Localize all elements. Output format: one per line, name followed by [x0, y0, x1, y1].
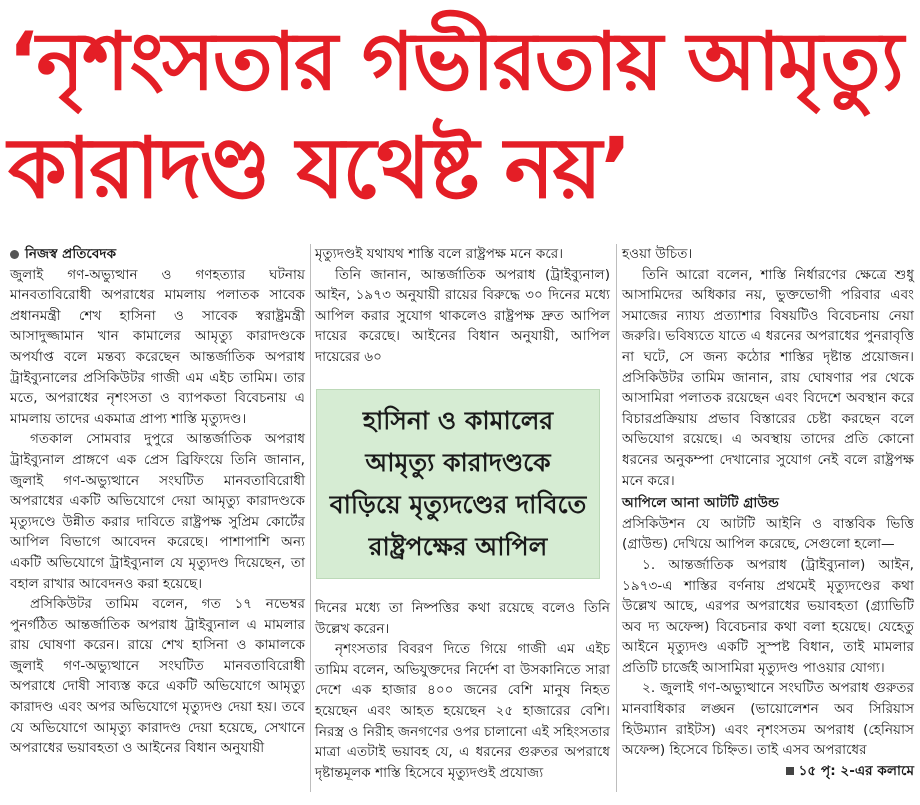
article-column-2-top	[315, 244, 610, 368]
pull-quote-line: বাড়িয়ে মৃত্যুদণ্ডের দাবিতে	[329, 490, 587, 519]
pull-quote	[317, 400, 599, 568]
pull-quote-line: আমৃত্যু কারাদণ্ডকে	[365, 448, 551, 477]
article-column-2-bottom	[315, 598, 610, 783]
square-bullet-icon	[786, 767, 794, 775]
pull-quote-line: হাসিনা ও কামালের	[362, 406, 554, 435]
pull-quote-box	[316, 389, 600, 579]
paragraph: ২. জুলাই গণ-অভ্যুত্থানে সংঘটিত অপরাধ গুরুতর মানবাধিকার লঙ্ঘন (ভায়োলেশন অব সিরিয়াস হিউম্যান রাইটস) এবং নৃশংসতম অপরাধ (হেনিয়াস অফেন্স) হিসেবে চিহ্নিত। তাই এসব অপরাধের	[622, 680, 914, 759]
headline-line-1: ‘নৃশংসতার গভীরতায় আমৃত্যু	[8, 15, 902, 108]
paragraph: হওয়া উচিত।	[622, 246, 693, 262]
byline	[10, 244, 305, 265]
paragraph: দিনের মধ্যে তা নিষ্পত্তির কথা রয়েছে বলেও তিনি উল্লেখ করেন।	[315, 600, 610, 637]
paragraph: তিনি জানান, আন্তর্জাতিক অপরাধ (ট্রাইব্যুনাল) আইন, ১৯৭৩ অনুযায়ী রায়ের বিরুদ্ধে ৩০ দিনের মধ্যে আপিল করার সুযোগ থাকলেও রাষ্ট্রপক্ষ দ্রুত আপিল দায়ের করেছে। আইনের বিধান অনুযায়ী, আপিল দায়েরের ৬০	[315, 266, 610, 365]
bullet-icon	[10, 250, 19, 259]
paragraph: মৃত্যুদণ্ডই যথাযথ শাস্তি বলে রাষ্ট্রপক্ষ মনে করে।	[315, 246, 564, 262]
headline	[8, 4, 912, 232]
column-divider	[310, 244, 311, 792]
paragraph: প্রসিকিউটর তামিম বলেন, গত ১৭ নভেম্বর পুনর্গঠিত আন্তর্জাতিক অপরাধ ট্রাইব্যুনাল এ মামলার রায় ঘোষণা করেন। রায়ে শেখ হাসিনা ও কামালকে জুলাই গণ-অভ্যুত্থানে সংঘটিত মানবতাবিরোধী অপরাধে দোষী সাব্যস্ত করে একটি অভিযোগে আমৃত্যু কারাদণ্ড এবং অপর অভিযোগে মৃত্যুদণ্ড দেয়া হয়। তবে যে অভিযোগে আমৃত্যু কারাদণ্ড দেয়া হয়েছে, সেখানে অপরাধের ভয়াবহতা ও আইনের বিধান অনুযায়ী	[10, 596, 305, 757]
byline-text: নিজস্ব প্রতিবেদক	[25, 246, 117, 262]
paragraph: প্রসিকিউশন যে আটটি আইনি ও বাস্তবিক ভিত্তি (গ্রাউন্ড) দেখিয়ে আপিল করেছে, সেগুলো হলো—	[622, 515, 914, 553]
paragraph: গতকাল সোমবার দুপুরে আন্তর্জাতিক অপরাধ ট্রাইব্যুনাল প্রাঙ্গণে এক প্রেস ব্রিফিংয়ে তিনি জানান, জুলাই গণ-অভ্যুত্থানে সংঘটিত মানবতাবিরোধী অপরাধের একটি অভিযোগে দেয়া আমৃত্যু কারাদণ্ডকে মৃত্যুদণ্ডে উন্নীত করার দাবিতে রাষ্ট্রপক্ষ সুপ্রিম কোর্টের আপিল বিভাগে আবেদন করেছে। পাশাপাশি অন্য একটি অভিযোগে ট্রাইব্যুনাল যে মৃত্যুদণ্ড দিয়েছেন, তা বহাল রাখার আবেদনও করা হয়েছে।	[10, 431, 305, 592]
continued-note	[622, 761, 914, 782]
paragraph: তিনি আরো বলেন, শাস্তি নির্ধারণের ক্ষেত্রে শুধু আসামিদের অধিকার নয়, ভুক্তভোগী পরিবার এবং সমাজের ন্যায্য প্রত্যাশার বিষয়টিও বিবেচনায় নেয়া জরুরি। ভবিষ্যতে যাতে এ ধরনের অপরাধের পুনরাবৃত্তি না ঘটে, সে জন্য কঠোর শাস্তির দৃষ্টান্ত প্রয়োজন। প্রসিকিউটর তামিম জানান, রায় ঘোষণার পর থেকে আসামিরা পলাতক রয়েছেন এবং বিদেশে অবস্থান করে বিচারপ্রক্রিয়ায় প্রভাব বিস্তারের চেষ্টা করছেন বলে অভিযোগ রয়েছে। এ অবস্থায় তাদের প্রতি কোনো ধরনের অনুকম্পা দেখানোর সুযোগ নেই বলে রাষ্ট্রপক্ষ মনে করে।	[622, 266, 914, 489]
article-column-3	[622, 244, 914, 781]
pull-quote-line: রাষ্ট্রপক্ষের আপিল	[368, 532, 548, 561]
paragraph: ১. আন্তর্জাতিক অপরাধ (ট্রাইব্যুনাল) আইন, ১৯৭৩-এ শাস্তির বর্ণনায় প্রথমেই মৃত্যুদণ্ডের কথা উল্লেখ আছে, এরপর অপরাধের ভয়াবহতা (গ্র্যাভিটি অব দ্য অফেন্স) বিবেচনার কথা বলা হয়েছে। যেহেতু আইনে মৃত্যুদণ্ড একটি সুস্পষ্ট বিধান, তাই মামলার প্রতিটি চার্জেই আসামিরা মৃত্যুদণ্ড পাওয়ার যোগ্য।	[622, 556, 914, 676]
paragraph: জুলাই গণ-অভ্যুত্থান ও গণহত্যার ঘটনায় মানবতাবিরোধী অপরাধের মামলায় পলাতক সাবেক প্রধানমন্ত্রী শেখ হাসিনা ও সাবেক স্বরাষ্ট্রমন্ত্রী আসাদুজ্জামান খান কামালের আমৃত্যু কারাদণ্ডকে অপর্যাপ্ত বলে মন্তব্য করেছেন আন্তর্জাতিক অপরাধ ট্রাইব্যুনালের প্রসিকিউটর গাজী এম এইচ তামিম। তার মতে, অপরাধের নৃশংসতা ও ব্যাপকতা বিবেচনায় এ মামলায় তাদের একমাত্র প্রাপ্য শাস্তি মৃত্যুদণ্ড।	[10, 266, 305, 427]
continued-text: ১৫ পৃ: ২-এর কলামে	[798, 762, 914, 779]
article-column-1	[10, 244, 305, 759]
headline-line-2: কারাদণ্ড যথেষ্ট নয়’	[8, 119, 630, 217]
paragraph: নৃশংসতার বিবরণ দিতে গিয়ে গাজী এম এইচ তামিম বলেন, অভিযুক্তদের নির্দেশ বা উসকানিতে সারা দেশে এক হাজার ৪০০ জনের বেশি মানুষ নিহত হয়েছেন এবং আহত হয়েছেন ২৫ হাজারের বেশি। নিরস্ত্র ও নিরীহ জনগণের ওপর চালানো এই সহিংসতার মাত্রা এতটাই ভয়াবহ যে, এ ধরনের গুরুতর অপরাধে দৃষ্টান্তমূলক শাস্তি হিসেবে মৃত্যুদণ্ডই প্রযোজ্য	[315, 641, 610, 781]
column-divider	[616, 244, 617, 792]
subheading: আপিলে আনা আটটি গ্রাউন্ড	[622, 495, 779, 512]
